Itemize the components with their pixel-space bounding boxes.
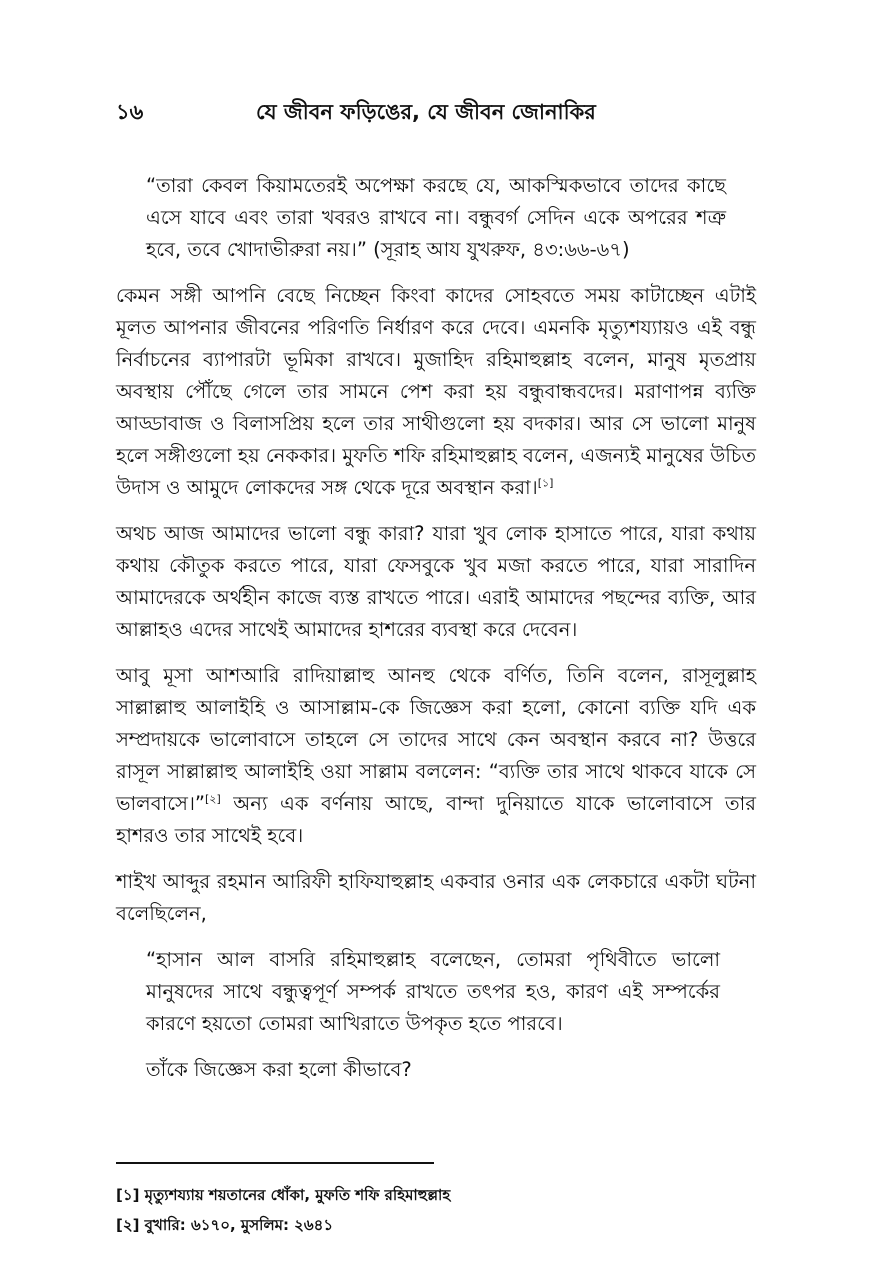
paragraph-text: কেমন সঙ্গী আপনি বেছে নিচ্ছেন কিংবা কাদের সোহবতে সময় কাটাচ্ছেন এটাই মূলত আপনার জীবনের পরিণতি নির্ধারণ করে দেবে। এমনকি মৃত্যুশয্যায়ও এই বন্ধু নির্বাচনের ব্যাপারটা ভূমিকা রাখবে। মুজাহিদ রহিমাহুল্লাহ বলেন, মানুষ মৃতপ্রায় অবস্থায় পৌঁছে গেলে তার সামনে পেশ করা হয় বন্ধুবান্ধবদের। মরাণাপন্ন ব্যক্তি আড্ডাবাজ ও বিলাসপ্রিয় হলে তার সাথীগুলো হয় বদকার। আর সে ভালো মানুষ হলে সঙ্গীগুলো হয় নেককার। মুফতি শফি রহিমাহুল্লাহ বলেন, এজন্যই মানুষের উচিত উদাস ও আমুদে লোকদের সঙ্গ থেকে দূরে অবস্থান করা।	[116, 284, 756, 499]
paragraph-lecture-intro: শাইখ আব্দুর রহমান আরিফী হাফিযাহুল্লাহ একবার ওনার এক লেকচারে একটা ঘটনা বলেছিলেন,	[116, 870, 756, 925]
footnote-ref-2: [২]	[205, 792, 221, 806]
page-number: ১৬	[116, 100, 144, 124]
running-title: যে জীবন ফড়িঙের, যে জীবন জোনাকির	[256, 100, 596, 124]
hasan-basri-quote: “হাসান আল বাসরি রহিমাহুল্লাহ বলেছেন, তোমরা পৃথিবীতে ভালো মানুষদের সাথে বন্ধুত্বপূর্ণ সম্পর্ক রাখতে তৎপর হও, কারণ এই সম্পর্কের কারণে হয়তো তোমরা আখিরাতে উপকৃত হতে পারবে।	[146, 948, 720, 1035]
footnote-ref-1: [১]	[537, 476, 554, 490]
paragraph-companion-choice	[116, 280, 756, 504]
quran-quote: “তারা কেবল কিয়ামতেরই অপেক্ষা করছে যে, আকস্মিকভাবে তাদের কাছে এসে যাবে এবং তারা খবরও রাখবে না। বন্ধুবর্গ সেদিন একে অপরের শত্রু হবে, তবে খোদাভীরুরা নয়।” (সূরাহ আয যুখরুফ, ৪৩:৬৬-৬৭)	[146, 174, 726, 261]
footnote-2: [২] বুখারি: ৬১৭০, মুসলিম: ২৬৪১	[116, 1216, 334, 1234]
paragraph-text-continued: অন্য এক বর্ণনায় আছে, বান্দা দুনিয়াতে যাকে ভালোবাসে তার হাশরও তার সাথেই হবে।	[116, 792, 756, 847]
question-line: তাঁকে জিজ্ঞেস করা হলো কীভাবে?	[146, 1058, 412, 1081]
footnotes	[116, 1180, 756, 1240]
paragraph-hadith	[116, 660, 756, 852]
page-body	[116, 170, 756, 1100]
footnote-divider	[116, 1162, 434, 1164]
page-header	[116, 96, 756, 136]
footnote-1: [১] মৃত্যুশয্যায় শয়তানের ধোঁকা, মুফতি শফি রহিমাহুল্লাহ	[116, 1186, 451, 1204]
paragraph-good-friends: অথচ আজ আমাদের ভালো বন্ধু কারা? যারা খুব লোক হাসাতে পারে, যারা কথায় কথায় কৌতুক করতে পারে, যারা ফেসবুকে খুব মজা করতে পারে, যারা সারাদিন আমাদেরকে অর্থহীন কাজে ব্যস্ত রাখতে পারে। এরাই আমাদের পছন্দের ব্যক্তি, আর আল্লাহও এদের সাথেই আমাদের হাশরের ব্যবস্থা করে দেবেন।	[116, 522, 756, 641]
paragraph-text: আবু মূসা আশআরি রাদিয়াল্লাহু আনহু থেকে বর্ণিত, তিনি বলেন, রাসূলুল্লাহ সাল্লাল্লাহু আলাইহি ও আসাল্লাম-কে জিজ্ঞেস করা হলো, কোনো ব্যক্তি যদি এক সম্প্রদায়কে ভালোবাসে তাহলে সে তাদের সাথে কেন অবস্থান করবে না? উত্তরে রাসূল সাল্লাল্লাহু আলাইহি ওয়া সাল্লাম বললেন: “ব্যক্তি তার সাথে থাকবে যাকে সে ভালবাসে।”	[116, 664, 756, 815]
